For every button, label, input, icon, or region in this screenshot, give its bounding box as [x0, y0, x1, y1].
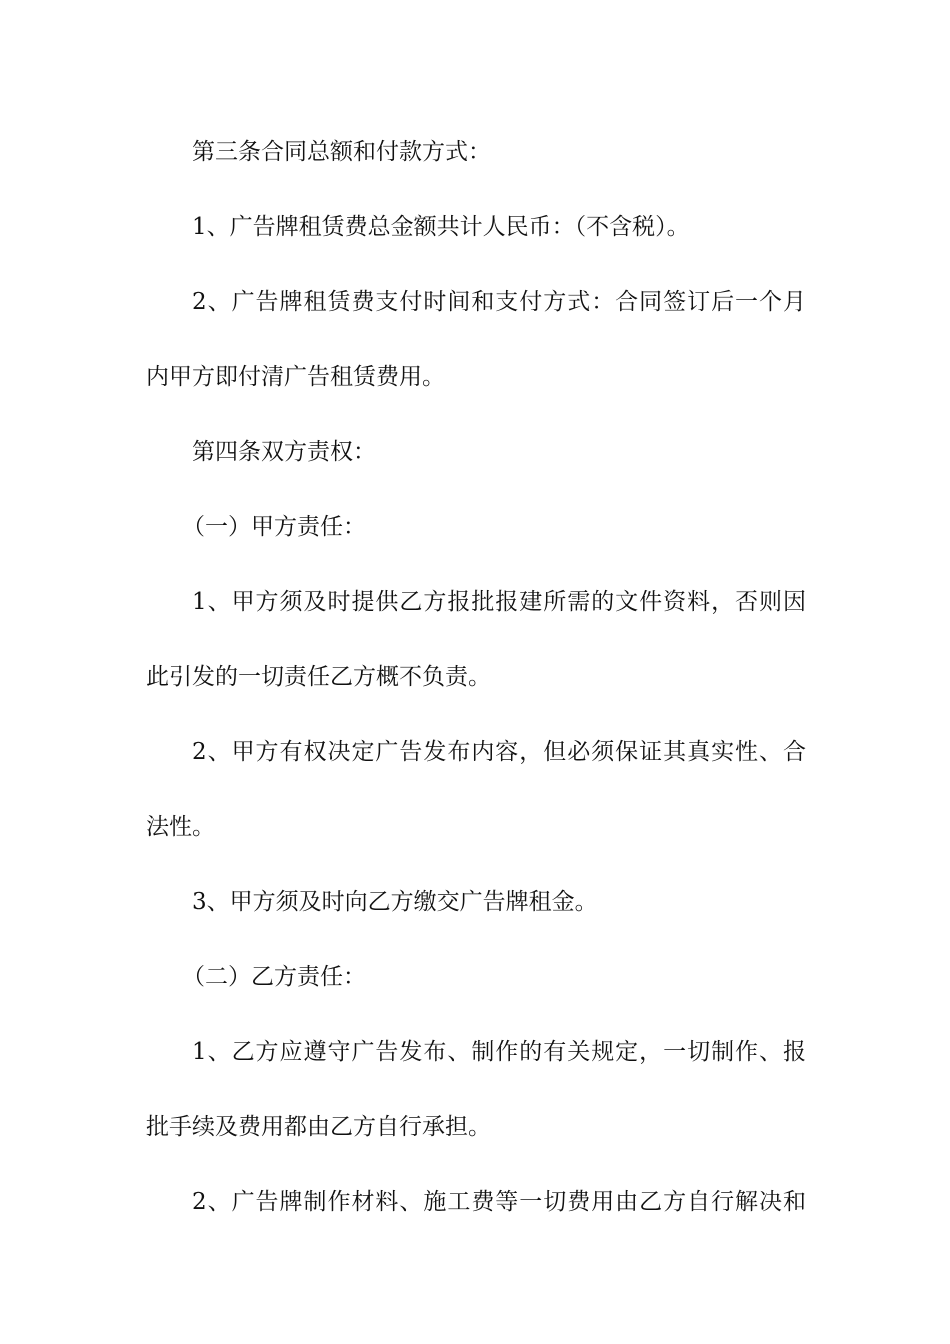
party-a-clause-3: 3、甲方须及时向乙方缴交广告牌租金。 — [192, 889, 598, 915]
article-3-clause-1: 1、广告牌租赁费总金额共计人民币：（不含税）。 — [192, 214, 690, 240]
article-3-heading: 第三条合同总额和付款方式： — [192, 139, 491, 165]
party-a-clause-2-line-2: 法性。 — [146, 814, 215, 840]
party-a-clause-1-line-2: 此引发的一切责任乙方概不负责。 — [146, 664, 491, 690]
party-a-clause-2-line-1: 2、甲方有权决定广告发布内容，但必须保证其真实性、合 — [192, 739, 806, 765]
article-3-clause-2-line-2: 内甲方即付清广告租赁费用。 — [146, 364, 445, 390]
party-a-heading: （一）甲方责任： — [182, 514, 366, 540]
party-b-heading: （二）乙方责任： — [182, 964, 366, 990]
party-a-clause-1-line-1: 1、甲方须及时提供乙方报批报建所需的文件资料，否则因 — [192, 589, 806, 615]
party-b-clause-2-line-1: 2、广告牌制作材料、施工费等一切费用由乙方自行解决和 — [192, 1189, 806, 1215]
party-b-clause-1-line-2: 批手续及费用都由乙方自行承担。 — [146, 1114, 491, 1140]
article-4-heading: 第四条双方责权： — [192, 439, 376, 465]
party-b-clause-1-line-1: 1、乙方应遵守广告发布、制作的有关规定，一切制作、报 — [192, 1039, 806, 1065]
article-3-clause-2-line-1: 2、广告牌租赁费支付时间和支付方式：合同签订后一个月 — [192, 289, 806, 315]
